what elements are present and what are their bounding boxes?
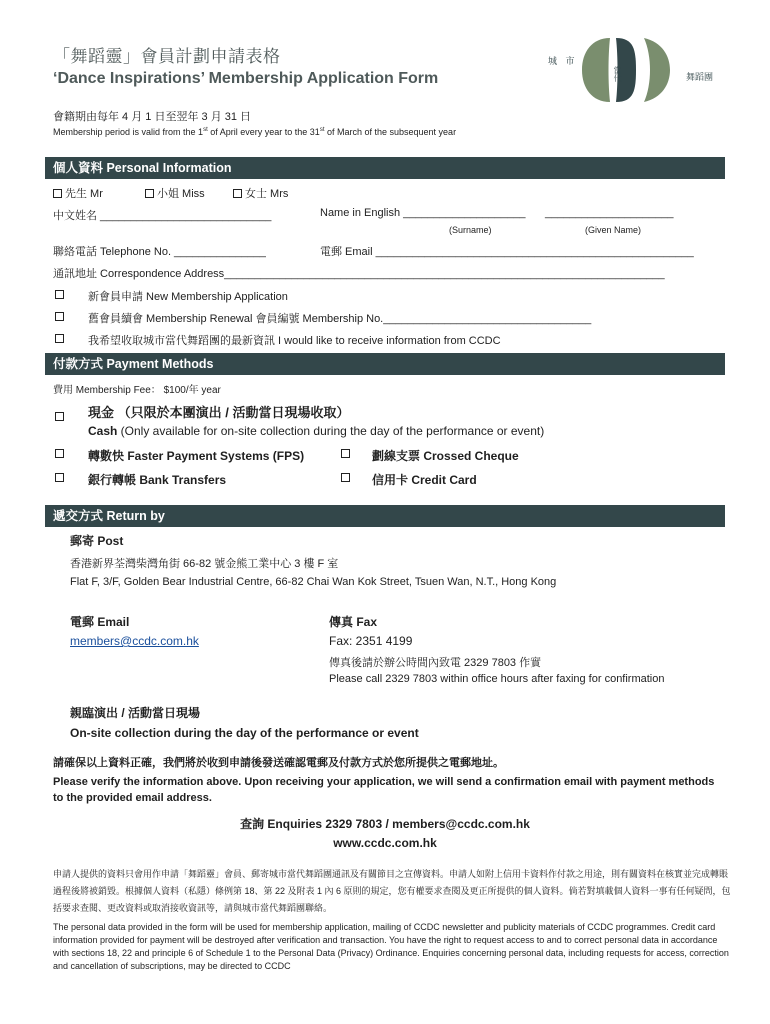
onsite-english: On-site collection during the day of the performance or event bbox=[70, 726, 419, 740]
post-address-chinese: 香港新界荃灣柴灣角街 66-82 號金熊工業中心 3 樓 F 室 bbox=[70, 558, 339, 570]
credit-card-label: 信用卡 Credit Card bbox=[372, 473, 477, 487]
email-heading: 電郵 Email bbox=[70, 615, 130, 629]
membership-fee: 費用 Membership Fee： $100/年 year bbox=[53, 385, 221, 396]
fps-label: 轉數快 Faster Payment Systems (FPS) bbox=[88, 449, 305, 463]
payment-heading: 付款方式 Payment Methods bbox=[45, 353, 725, 375]
ccdc-logo bbox=[540, 36, 725, 104]
new-membership-checkbox[interactable] bbox=[55, 290, 64, 299]
return-heading: 遞交方式 Return by bbox=[45, 505, 725, 527]
logo-text-vertical: 當代 bbox=[613, 66, 622, 82]
membership-period-chinese: 會籍期由每年 4 月 1 日至翌年 3 月 31 日 bbox=[53, 111, 252, 123]
mr-label: 先生 Mr bbox=[65, 188, 103, 200]
logo-text-right: 舞蹈團 bbox=[686, 72, 714, 82]
verify-notice-english-line1: Please verify the information above. Upon receiving your application, we will send a confirmation email with payment methods bbox=[53, 776, 715, 788]
logo-text-left: 城 市 bbox=[548, 56, 578, 66]
title-mrs-option[interactable] bbox=[233, 185, 288, 201]
privacy-notice-chinese: 申請人提供的資料只會用作申請「舞蹈靈」會員、郵寄城市當代舞蹈團通訊及有關節目之宣傳資料。申請人如附上信用卡資料作付款之用途，則有關資料在核實並完成轉賬過程後將被銷毀。根據個人資料（私隱）條例第 18、第 22 及附表 1 內 6 原則的規定，您有權要求查閱及更正所提供的個人資料。倘若對填載個人資料一事有任何疑問，包括要求查閱、更改資料或取消接收資訊等，請與城市當代舞蹈團聯絡。 bbox=[53, 869, 731, 913]
address-field[interactable]: 通訊地址 Correspondence Address________________________________________________________________________ bbox=[53, 268, 665, 280]
cash-label-english bbox=[88, 424, 544, 438]
post-address-english: Flat F, 3/F, Golden Bear Industrial Centre, 66-82 Chai Wan Kok Street, Tsuen Wan, N.T., Hong Kong bbox=[70, 576, 557, 588]
website[interactable]: www.ccdc.com.hk bbox=[333, 836, 437, 850]
fax-note-chinese: 傳真後請於辦公時間內致電 2329 7803 作實 bbox=[329, 657, 542, 669]
onsite-heading: 親臨演出 / 活動當日現場 bbox=[70, 706, 201, 720]
title-miss-option[interactable] bbox=[145, 185, 205, 201]
email-link[interactable]: members@ccdc.com.hk bbox=[70, 634, 199, 648]
miss-label: 小姐 Miss bbox=[157, 188, 205, 200]
fax-heading: 傳真 Fax bbox=[329, 615, 378, 629]
fax-note-english: Please call 2329 7803 within office hours after faxing for confirmation bbox=[329, 673, 665, 685]
verify-notice-english-line2: to the provided email address. bbox=[53, 792, 212, 804]
renewal-label[interactable]: 舊會員續會 Membership Renewal 會員編號 Membership No.__________________________________ bbox=[88, 313, 592, 325]
enquiries-line: 查詢 Enquiries 2329 7803 / members@ccdc.com.hk bbox=[240, 817, 530, 831]
cash-bold: Cash bbox=[88, 424, 118, 438]
fps-checkbox[interactable] bbox=[55, 449, 64, 458]
bank-transfer-checkbox[interactable] bbox=[55, 473, 64, 482]
credit-card-checkbox[interactable] bbox=[341, 473, 350, 482]
personal-info-heading: 個人資料 Personal Information bbox=[45, 157, 725, 179]
email-field[interactable]: 電郵 Email ____________________________________________________ bbox=[320, 246, 694, 258]
telephone-field[interactable]: 聯絡電話 Telephone No. _______________ bbox=[53, 246, 266, 258]
post-heading: 郵寄 Post bbox=[70, 534, 124, 548]
surname-hint: (Surname) bbox=[449, 225, 492, 235]
cash-note: (Only available for on-site collection during the day of the performance or event) bbox=[117, 424, 545, 438]
privacy-notice-english: The personal data provided in the form will be used for membership application, mailing of CCDC newsletter and publicity materials of CCDC programmes. Credit card information provided for payment will be destroyed after verification and transaction. You have the right to request access to and to correct personal data in accordance with sections 18, 22 and principle 6 of Schedule 1 to the Personal Data (Privacy) Ordinance. Enquiries concerning personal data, including requests for access, correction and cancellation of subscriptions, may be directed to CCDC bbox=[53, 922, 729, 971]
bank-transfer-label: 銀行轉帳 Bank Transfers bbox=[88, 473, 227, 487]
title-mr-option[interactable] bbox=[53, 185, 103, 201]
cheque-label: 劃線支票 Crossed Cheque bbox=[372, 449, 519, 463]
renewal-checkbox[interactable] bbox=[55, 312, 64, 321]
english-given-name-field[interactable]: _____________________ bbox=[545, 207, 674, 219]
given-name-hint: (Given Name) bbox=[585, 225, 642, 235]
form-title-english: ‘Dance Inspirations’ Membership Application Form bbox=[53, 70, 439, 87]
newsletter-label: 我希望收取城市當代舞蹈團的最新資訊 I would like to receive information from CCDC bbox=[88, 335, 501, 347]
chinese-name-field[interactable]: 中文姓名 ____________________________ bbox=[53, 210, 272, 222]
fax-number: Fax: 2351 4199 bbox=[329, 634, 413, 648]
cash-checkbox[interactable] bbox=[55, 412, 64, 421]
miss-checkbox[interactable] bbox=[145, 189, 154, 198]
new-membership-label: 新會員申請 New Membership Application bbox=[88, 291, 288, 303]
form-title-chinese: 「舞蹈靈」會員計劃申請表格 bbox=[53, 47, 281, 66]
mrs-checkbox[interactable] bbox=[233, 189, 242, 198]
cheque-checkbox[interactable] bbox=[341, 449, 350, 458]
membership-period-english: Membership period is valid from the 1st of April every year to the 31st of March of the subsequent year bbox=[53, 127, 457, 137]
english-surname-field[interactable]: Name in English ____________________ bbox=[320, 207, 526, 219]
cash-label-chinese: 現金 （只限於本團演出 / 活動當日現場收取） bbox=[88, 405, 350, 420]
mrs-label: 女士 Mrs bbox=[245, 188, 289, 200]
verify-notice-chinese: 請確保以上資料正確，我們將於收到申請後發送確認電郵及付款方式於您所提供之電郵地址。 bbox=[53, 757, 504, 769]
newsletter-checkbox[interactable] bbox=[55, 334, 64, 343]
mr-checkbox[interactable] bbox=[53, 189, 62, 198]
